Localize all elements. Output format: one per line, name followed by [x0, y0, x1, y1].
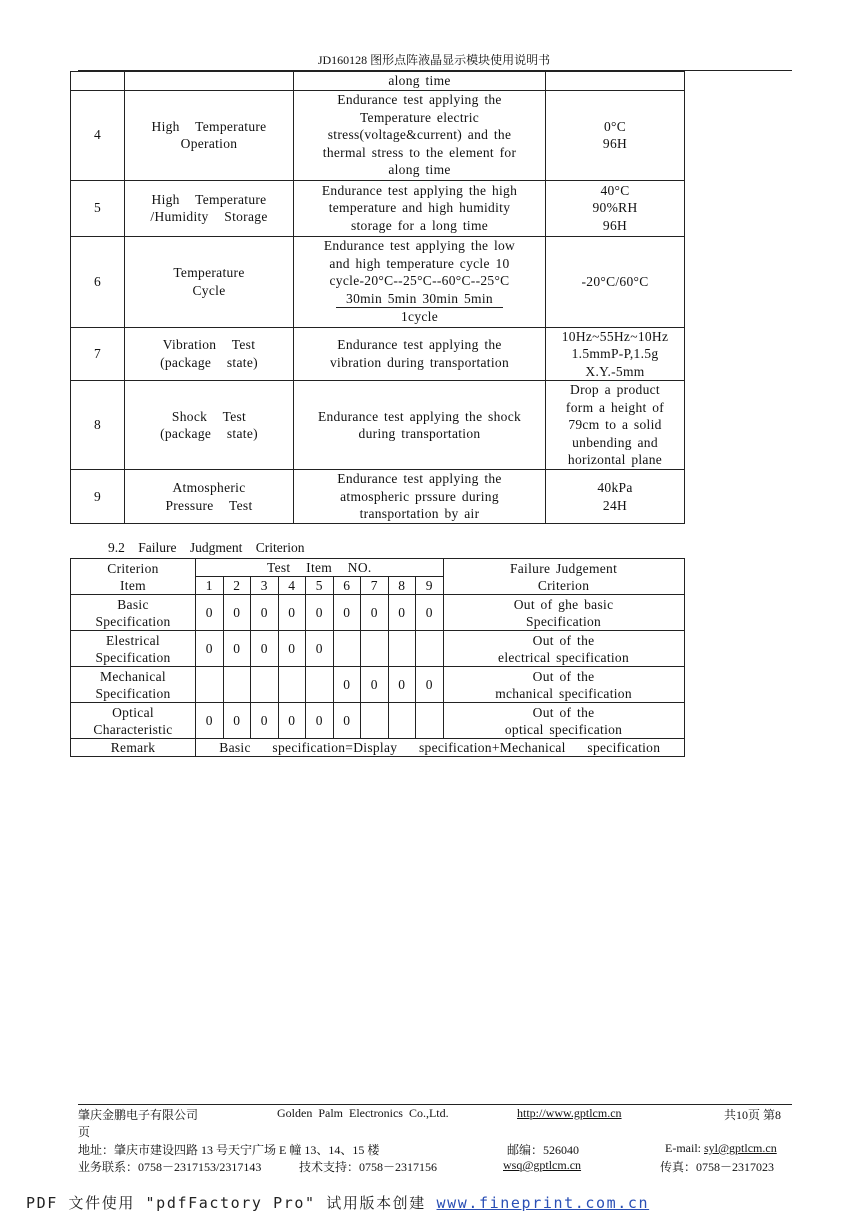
cell-desc: along time [294, 72, 546, 91]
table-row [71, 703, 685, 739]
test-number: 7 [361, 577, 389, 595]
cell-item [125, 72, 294, 91]
cell-no: 7 [71, 327, 125, 381]
test-number: 9 [416, 577, 444, 595]
mark-cell: 0 [196, 631, 224, 667]
cell-no: 8 [71, 381, 125, 470]
mark-cell [388, 703, 416, 739]
mark-cell [223, 667, 251, 703]
postcode: 邮编：526040 [507, 1143, 580, 1157]
cell-item: Atmospheric Pressure Test [125, 470, 294, 524]
test-number: 6 [333, 577, 361, 595]
test-number: 2 [223, 577, 251, 595]
footer-rule [78, 1104, 792, 1105]
mark-cell: 0 [333, 703, 361, 739]
mark-cell: 0 [388, 595, 416, 631]
table-row [71, 327, 685, 381]
cycle-underline: 30min 5min 30min 5min [336, 290, 503, 309]
mark-cell: 0 [333, 595, 361, 631]
mark-cell [416, 703, 444, 739]
cell-no: 6 [71, 236, 125, 327]
cell-item: High Temperature Operation [125, 90, 294, 180]
criterion-name: Basic Specification [71, 595, 196, 631]
mark-cell: 0 [196, 595, 224, 631]
mark-cell: 0 [223, 631, 251, 667]
header-row [71, 559, 685, 577]
cell-no: 5 [71, 180, 125, 236]
mark-cell: 0 [278, 631, 306, 667]
cell-desc: Endurance test applying the low and high temperature cycle 10 cycle-20°C--25°C--60°C--25°C 30min 5min 30min 5min 1cycle [294, 236, 546, 327]
cell-desc: Endurance test applying the high temperature and high humidity storage for a long time [294, 180, 546, 236]
mark-cell: 0 [388, 667, 416, 703]
mark-cell: 0 [278, 703, 306, 739]
failure-header: Failure Judgement Criterion [443, 559, 684, 595]
cell-cond: 40°C 90%RH 96H [546, 180, 685, 236]
mark-cell [196, 667, 224, 703]
table-row [71, 236, 685, 327]
cell-desc: Endurance test applying the atmospheric prssure during transportation by air [294, 470, 546, 524]
cell-item: High Temperature /Humidity Storage [125, 180, 294, 236]
test-number: 8 [388, 577, 416, 595]
cell-cond: Drop a product form a height of 79cm to a solid unbending and horizontal plane [546, 381, 685, 470]
failure-criterion: Out of ghe basic Specification [443, 595, 684, 631]
mark-cell: 0 [306, 595, 334, 631]
cell-cond: 10Hz~55Hz~10Hz 1.5mmP-P,1.5g X.Y.-5mm [546, 327, 685, 381]
table-row [71, 72, 685, 91]
criterion-header: Criterion Item [71, 559, 196, 595]
address: 地址：肇庆市建设四路 13 号天宁广场 E 幢 13、14、15 楼 [78, 1143, 380, 1157]
banner-text: PDF 文件使用 "pdfFactory Pro" 试用版本创建 [26, 1194, 437, 1212]
remark-label: Remark [71, 739, 196, 757]
test-item-header: Test Item NO. [196, 559, 444, 577]
table-row [71, 180, 685, 236]
page-info-cont: 页 [78, 1125, 91, 1139]
sales-contact: 业务联系：0758－2317153/2317143 [78, 1160, 262, 1174]
email-label: E-mail: [665, 1141, 704, 1155]
mark-cell: 0 [361, 667, 389, 703]
table-row [71, 470, 685, 524]
cell-no [71, 72, 125, 91]
criterion-name: Mechanical Specification [71, 667, 196, 703]
cell-desc: Endurance test applying the Temperature electric stress(voltage&current) and the thermal stress to the element for along time [294, 90, 546, 180]
mark-cell: 0 [416, 595, 444, 631]
table-row [71, 90, 685, 180]
mark-cell: 0 [416, 667, 444, 703]
criterion-name: Optical Characteristic [71, 703, 196, 739]
cell-item: Shock Test (package state) [125, 381, 294, 470]
remark-value: Basic specification=Display specification+Mechanical specification [196, 739, 685, 757]
mark-cell: 0 [196, 703, 224, 739]
table-row [71, 667, 685, 703]
mark-cell [278, 667, 306, 703]
failure-judgment-table [70, 558, 685, 757]
mark-cell: 0 [251, 631, 279, 667]
cell-item: Vibration Test (package state) [125, 327, 294, 381]
cell-cond: 0°C 96H [546, 90, 685, 180]
fax: 传真：0758－2317023 [660, 1160, 775, 1174]
cell-desc: Endurance test applying the vibration during transportation [294, 327, 546, 381]
mark-cell: 0 [333, 667, 361, 703]
mark-cell: 0 [251, 595, 279, 631]
banner-link[interactable]: www.fineprint.com.cn [436, 1194, 650, 1212]
mark-cell [251, 667, 279, 703]
mark-cell: 0 [306, 631, 334, 667]
test-number: 1 [196, 577, 224, 595]
failure-criterion: Out of the mchanical specification [443, 667, 684, 703]
failure-criterion: Out of the optical specification [443, 703, 684, 739]
table-row [71, 631, 685, 667]
mark-cell [361, 703, 389, 739]
mark-cell [306, 667, 334, 703]
cell-desc: Endurance test applying the shock during transportation [294, 381, 546, 470]
company-name-cn: 肇庆金鹏电子有限公司 [78, 1108, 199, 1122]
cell-cond [546, 72, 685, 91]
test-number: 4 [278, 577, 306, 595]
mark-cell: 0 [223, 595, 251, 631]
page-info: 共10页 第8 [724, 1108, 782, 1122]
company-name-en: Golden Palm Electronics Co.,Ltd. [277, 1106, 449, 1120]
mark-cell: 0 [278, 595, 306, 631]
mark-cell: 0 [361, 595, 389, 631]
test-items-table [70, 71, 685, 524]
mark-cell: 0 [251, 703, 279, 739]
mark-cell [416, 631, 444, 667]
pdf-banner [26, 1192, 649, 1213]
mark-cell [388, 631, 416, 667]
website-link[interactable]: http://www.gptlcm.cn [517, 1106, 622, 1120]
test-number: 5 [306, 577, 334, 595]
section-title: 9.2 Failure Judgment Criterion [108, 540, 305, 555]
mark-cell: 0 [306, 703, 334, 739]
test-number: 3 [251, 577, 279, 595]
cell-cond: 40kPa 24H [546, 470, 685, 524]
cell-cond: -20°C/60°C [546, 236, 685, 327]
document-header: JD160128 图形点阵液晶显示模块使用说明书 [317, 53, 551, 67]
mark-cell [333, 631, 361, 667]
table-row [71, 381, 685, 470]
email-link[interactable]: syl@gptlcm.cn [704, 1141, 777, 1155]
mark-cell [361, 631, 389, 667]
email [665, 1141, 777, 1156]
failure-criterion: Out of the electrical specification [443, 631, 684, 667]
cell-item: Temperature Cycle [125, 236, 294, 327]
cell-no: 4 [71, 90, 125, 180]
mark-cell: 0 [223, 703, 251, 739]
remark-row [71, 739, 685, 757]
cell-no: 9 [71, 470, 125, 524]
criterion-name: Elestrical Specification [71, 631, 196, 667]
support-email-link[interactable]: wsq@gptlcm.cn [503, 1158, 582, 1172]
table-row [71, 595, 685, 631]
tech-support: 技术支持：0758－2317156 [299, 1160, 438, 1174]
